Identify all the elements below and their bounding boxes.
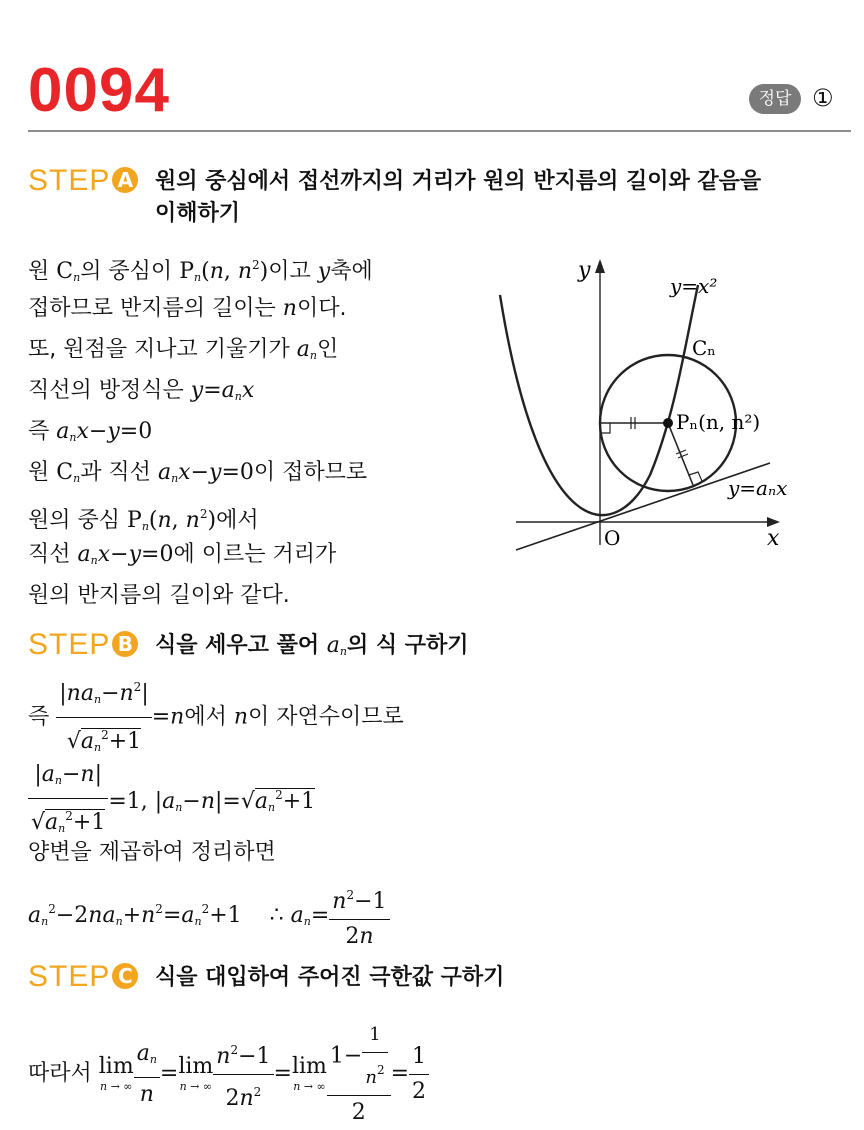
tick-mark bbox=[678, 454, 688, 458]
problem-number: 0094 bbox=[28, 56, 170, 125]
step-c-heading bbox=[28, 962, 138, 992]
center-point bbox=[663, 418, 673, 428]
step-a-badge: A bbox=[112, 167, 138, 193]
body-a-line6: 원 $C_n$과 직선 $a_nx-y=0$이 접하므로 bbox=[28, 460, 368, 485]
step-b-title: 식을 세우고 풀어 $a_n$의 식 구하기 bbox=[155, 633, 469, 658]
body-b-line1: 즉 $\frac{|na_n-n^2|}{√a_n^2+1}$ =n에서 n이 자연수이므로 bbox=[28, 672, 404, 763]
limit-fraction-3: 1− $\frac{1}{n^2}$ 2 bbox=[327, 1020, 391, 1128]
step-a-title bbox=[155, 166, 761, 230]
tangent-circle-graph bbox=[480, 245, 810, 565]
body-b-line2: $\frac{|a_n-n|}{√a_n^2+1}$ =1, $|a_n-n|=√a_n^2+1$ bbox=[28, 760, 315, 844]
step-b-label: STEP bbox=[28, 628, 111, 661]
distance-fraction: $\frac{|na_n-n^2|}{√a_n^2+1}$ bbox=[56, 672, 151, 763]
body-a-line7: 원의 중심 $P_n(n$, $n^2$)에서 bbox=[28, 507, 259, 533]
limit-3: lim n → ∞ bbox=[291, 1054, 327, 1093]
y-axis-arrow bbox=[595, 259, 605, 273]
answer-badge: 정답 bbox=[749, 84, 801, 114]
step-a-label: STEP bbox=[28, 164, 111, 197]
step-a-title-line2: 이해하기 bbox=[155, 201, 241, 226]
limit-1: lim n → ∞ bbox=[98, 1054, 134, 1093]
body-a-line4: 직선의 방정식은 $y=a_nx$ bbox=[28, 378, 255, 403]
final-answer-fraction: $\frac{1}{2}$ bbox=[409, 1042, 429, 1107]
step-c-badge: C bbox=[112, 963, 138, 989]
y-axis-label: y bbox=[578, 258, 591, 283]
step-a-body bbox=[28, 250, 373, 622]
step-c-title: 식을 대입하여 주어진 극한값 구하기 bbox=[155, 965, 505, 990]
limit-fraction-1: $\frac{a_n}{n}$ bbox=[134, 1039, 160, 1110]
step-c-label: STEP bbox=[28, 960, 111, 993]
circle-label: Cₙ bbox=[692, 336, 716, 360]
limit-2: lim n → ∞ bbox=[178, 1054, 214, 1093]
parabola-curve bbox=[500, 285, 698, 515]
an-result-fraction: $\frac{n^2-1}{2n}$ bbox=[329, 880, 389, 952]
header-divider bbox=[28, 130, 851, 132]
body-a-line5: 즉 $a_nx-y=0$ bbox=[28, 419, 153, 444]
body-a-line9: 원의 반지름의 길이와 같다. bbox=[28, 583, 290, 608]
curve-label: y=x² bbox=[670, 274, 718, 298]
body-a-line8: 직선 $a_nx-y=0$에 이르는 거리가 bbox=[28, 542, 337, 567]
tangent-line-label: y=aₙx bbox=[728, 476, 788, 500]
limit-fraction-2: $\frac{n^2-1}{2n^2}$ bbox=[213, 1035, 273, 1114]
step-a-heading bbox=[28, 166, 138, 196]
body-a-line1: 원 $C_n$의 중심이 $P_n(n$, $n^2$)이고 y축에 bbox=[28, 258, 373, 284]
body-a-line2: 접하므로 반지름의 길이는 n이다. bbox=[28, 296, 347, 321]
body-b-line3: 양변을 제곱하여 정리하면 bbox=[28, 840, 276, 865]
simplified-fraction: $\frac{|a_n-n|}{√a_n^2+1}$ bbox=[28, 760, 108, 844]
body-b-line4: $a_n^2-2na_n+n^2=a_n^2+1$ ∴ $a_n=$ $\frac{n^2-1}{2n}$ bbox=[28, 880, 390, 952]
step-b-heading bbox=[28, 630, 138, 660]
body-a-line3: 또, 원점을 지나고 기울기가 $a_n$인 bbox=[28, 337, 339, 362]
x-axis-label: x bbox=[767, 526, 780, 551]
origin-label: O bbox=[604, 526, 621, 550]
step-b-badge: B bbox=[112, 631, 138, 657]
center-label: Pₙ(n, n²) bbox=[676, 410, 761, 434]
body-c-line1: 따라서 lim n → ∞ $\frac{a_n}{n}$ = lim n → ∞ $\frac{n^2-1}{2n^2}$ = lim n → ∞ 1− $\frac{1}{n^2}$ 2 = $\frac{1}{2}$ bbox=[28, 1020, 429, 1128]
step-a-title-line1: 원의 중심에서 접선까지의 거리가 원의 반지름의 길이와 같음을 bbox=[155, 169, 762, 194]
answer-value: ① bbox=[812, 84, 834, 112]
